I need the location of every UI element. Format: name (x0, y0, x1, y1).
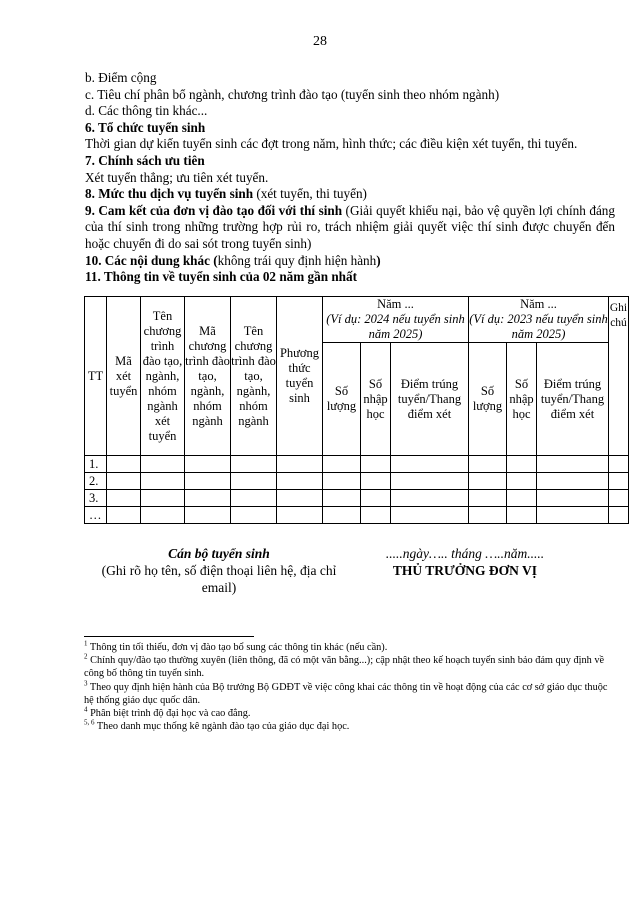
line-c: c. Tiêu chí phân bổ ngành, chương trình đào tạo (tuyển sinh theo nhóm ngành) (85, 86, 500, 102)
header-phuong-thuc: Phương thức tuyển sinh (277, 297, 323, 456)
right-signer-title: THỦ TRƯỞNG ĐƠN VỊ (392, 563, 538, 578)
section-8-body: (xét tuyển, thi tuyển) (253, 186, 367, 202)
header-year-2-label: Năm ... (520, 297, 557, 311)
footnote-mark: 3 (84, 679, 88, 688)
footnote-text: Chính quy/đào tạo thường xuyên (liên thông, đã có một văn bằng...); cập nhật theo kế hoạch tuyển sinh bảo đảm quy định về công bố thông tin tuyển sinh. (84, 655, 605, 680)
left-signer-note: (Ghi rõ họ tên, số điện thoại liên hệ, địa chỉ email) (101, 563, 337, 595)
section-8-title: 8. Mức thu dịch vụ tuyển sinh (85, 186, 254, 202)
footnote-text: Theo danh mục thống kê ngành đào tạo của giáo dục đại học. (94, 721, 350, 733)
header-so-luong-1: Số lượng (323, 343, 361, 456)
row-number: … (85, 507, 107, 524)
line-b: b. Điểm cộng (85, 70, 157, 85)
footnote (84, 681, 614, 707)
line-d: d. Các thông tin khác... (85, 103, 208, 119)
table-row (85, 507, 629, 524)
header-year-1 (323, 297, 469, 343)
section-6-body: Thời gian dự kiến tuyển sinh các đợt trong năm, hình thức; các điều kiện xét tuyển, thi tuyển. (85, 136, 578, 152)
section-9 (85, 203, 615, 253)
footnote (84, 720, 614, 733)
section-10-title: 10. Các nội dung khác ( (85, 252, 218, 268)
section-11-title: 11. Thông tin về tuyển sinh của 02 năm gần nhất (85, 269, 358, 285)
footnote-mark: 4 (84, 705, 88, 714)
header-so-nhap-hoc-1: Số nhập học (361, 343, 391, 456)
footnote-mark: 1 (84, 639, 88, 648)
section-7-body: Xét tuyển thẳng; ưu tiên xét tuyển. (85, 169, 269, 185)
header-ma-ct: Mã chương trình đào tạo, ngành, nhóm ngành (185, 297, 231, 456)
footnote-divider (84, 636, 254, 637)
header-year-1-label: Năm ... (377, 297, 414, 311)
header-so-nhap-hoc-2: Số nhập học (507, 343, 537, 456)
footnote-text: Thông tin tối thiểu, đơn vị đào tạo bổ sung các thông tin khác (nếu cần). (87, 642, 388, 653)
signature-right (345, 545, 585, 579)
header-so-luong-2: Số lượng (469, 343, 507, 456)
section-10-close: ) (376, 252, 381, 268)
footnote-mark: 2 (84, 652, 88, 661)
document-body (85, 70, 615, 286)
row-number: 1. (85, 456, 107, 473)
section-9-body: (Giải quyết khiếu nại, bảo vệ quyền lợi chính đáng của thí sinh trong những trường hợp rủi ro, trách nhiệm giải quyết việc thí sinh được chuyển đến hoặc chuyển đi do sai sót trong tuyển sinh) (85, 202, 615, 251)
footnote (84, 641, 614, 654)
row-number: 3. (85, 490, 107, 507)
section-8 (85, 186, 615, 203)
signature-left (84, 545, 354, 596)
section-7-title: 7. Chính sách ưu tiên (85, 152, 205, 168)
header-diem-1: Điểm trúng tuyển/Thang điểm xét (391, 343, 469, 456)
footnote-text: Theo quy định hiện hành của Bộ trưởng Bộ GDĐT về việc công khai các thông tin về hoạt động của các cơ sở giáo dục thuộc hệ thống giáo dục quốc dân. (84, 681, 608, 706)
header-year-1-note: (Ví dụ: 2024 nếu tuyển sinh năm 2025) (326, 312, 465, 341)
section-10-body: không trái quy định hiện hành (217, 252, 377, 268)
section-6-title: 6. Tổ chức tuyển sinh (85, 119, 206, 135)
header-ghi-chu: Ghi chú (609, 297, 629, 456)
header-year-2-note: (Ví dụ: 2023 nếu tuyển sinh năm 2025) (469, 312, 608, 341)
header-diem-2: Điểm trúng tuyển/Thang điểm xét (537, 343, 609, 456)
header-ten-ct-xet-tuyen: Tên chương trình đào tạo, ngành, nhóm ngành xét tuyển (141, 297, 185, 456)
table-row (85, 456, 629, 473)
admission-table (84, 296, 629, 524)
table-row (85, 490, 629, 507)
footnote-text: Phân biệt trình độ đại học và cao đẳng. (87, 708, 251, 720)
row-number: 2. (85, 473, 107, 490)
footnote-mark: 5, 6 (84, 718, 95, 727)
footnotes (84, 641, 614, 733)
section-10 (85, 253, 615, 270)
header-year-2 (469, 297, 609, 343)
section-9-title: 9. Cam kết của đơn vị đào tạo đối với thí sinh (85, 202, 343, 218)
footnote (84, 654, 614, 680)
page-number: 28 (313, 34, 327, 49)
header-ma-xet-tuyen: Mã xét tuyển (107, 297, 141, 456)
footnote (84, 707, 614, 720)
sign-date: .....ngày….. tháng …..năm..... (385, 546, 545, 561)
left-signer-title: Cán bộ tuyển sinh (168, 546, 270, 561)
header-tt: TT (85, 297, 107, 456)
header-ten-ct: Tên chương trình đào tạo, ngành, nhóm ngành (231, 297, 277, 456)
table-row (85, 473, 629, 490)
